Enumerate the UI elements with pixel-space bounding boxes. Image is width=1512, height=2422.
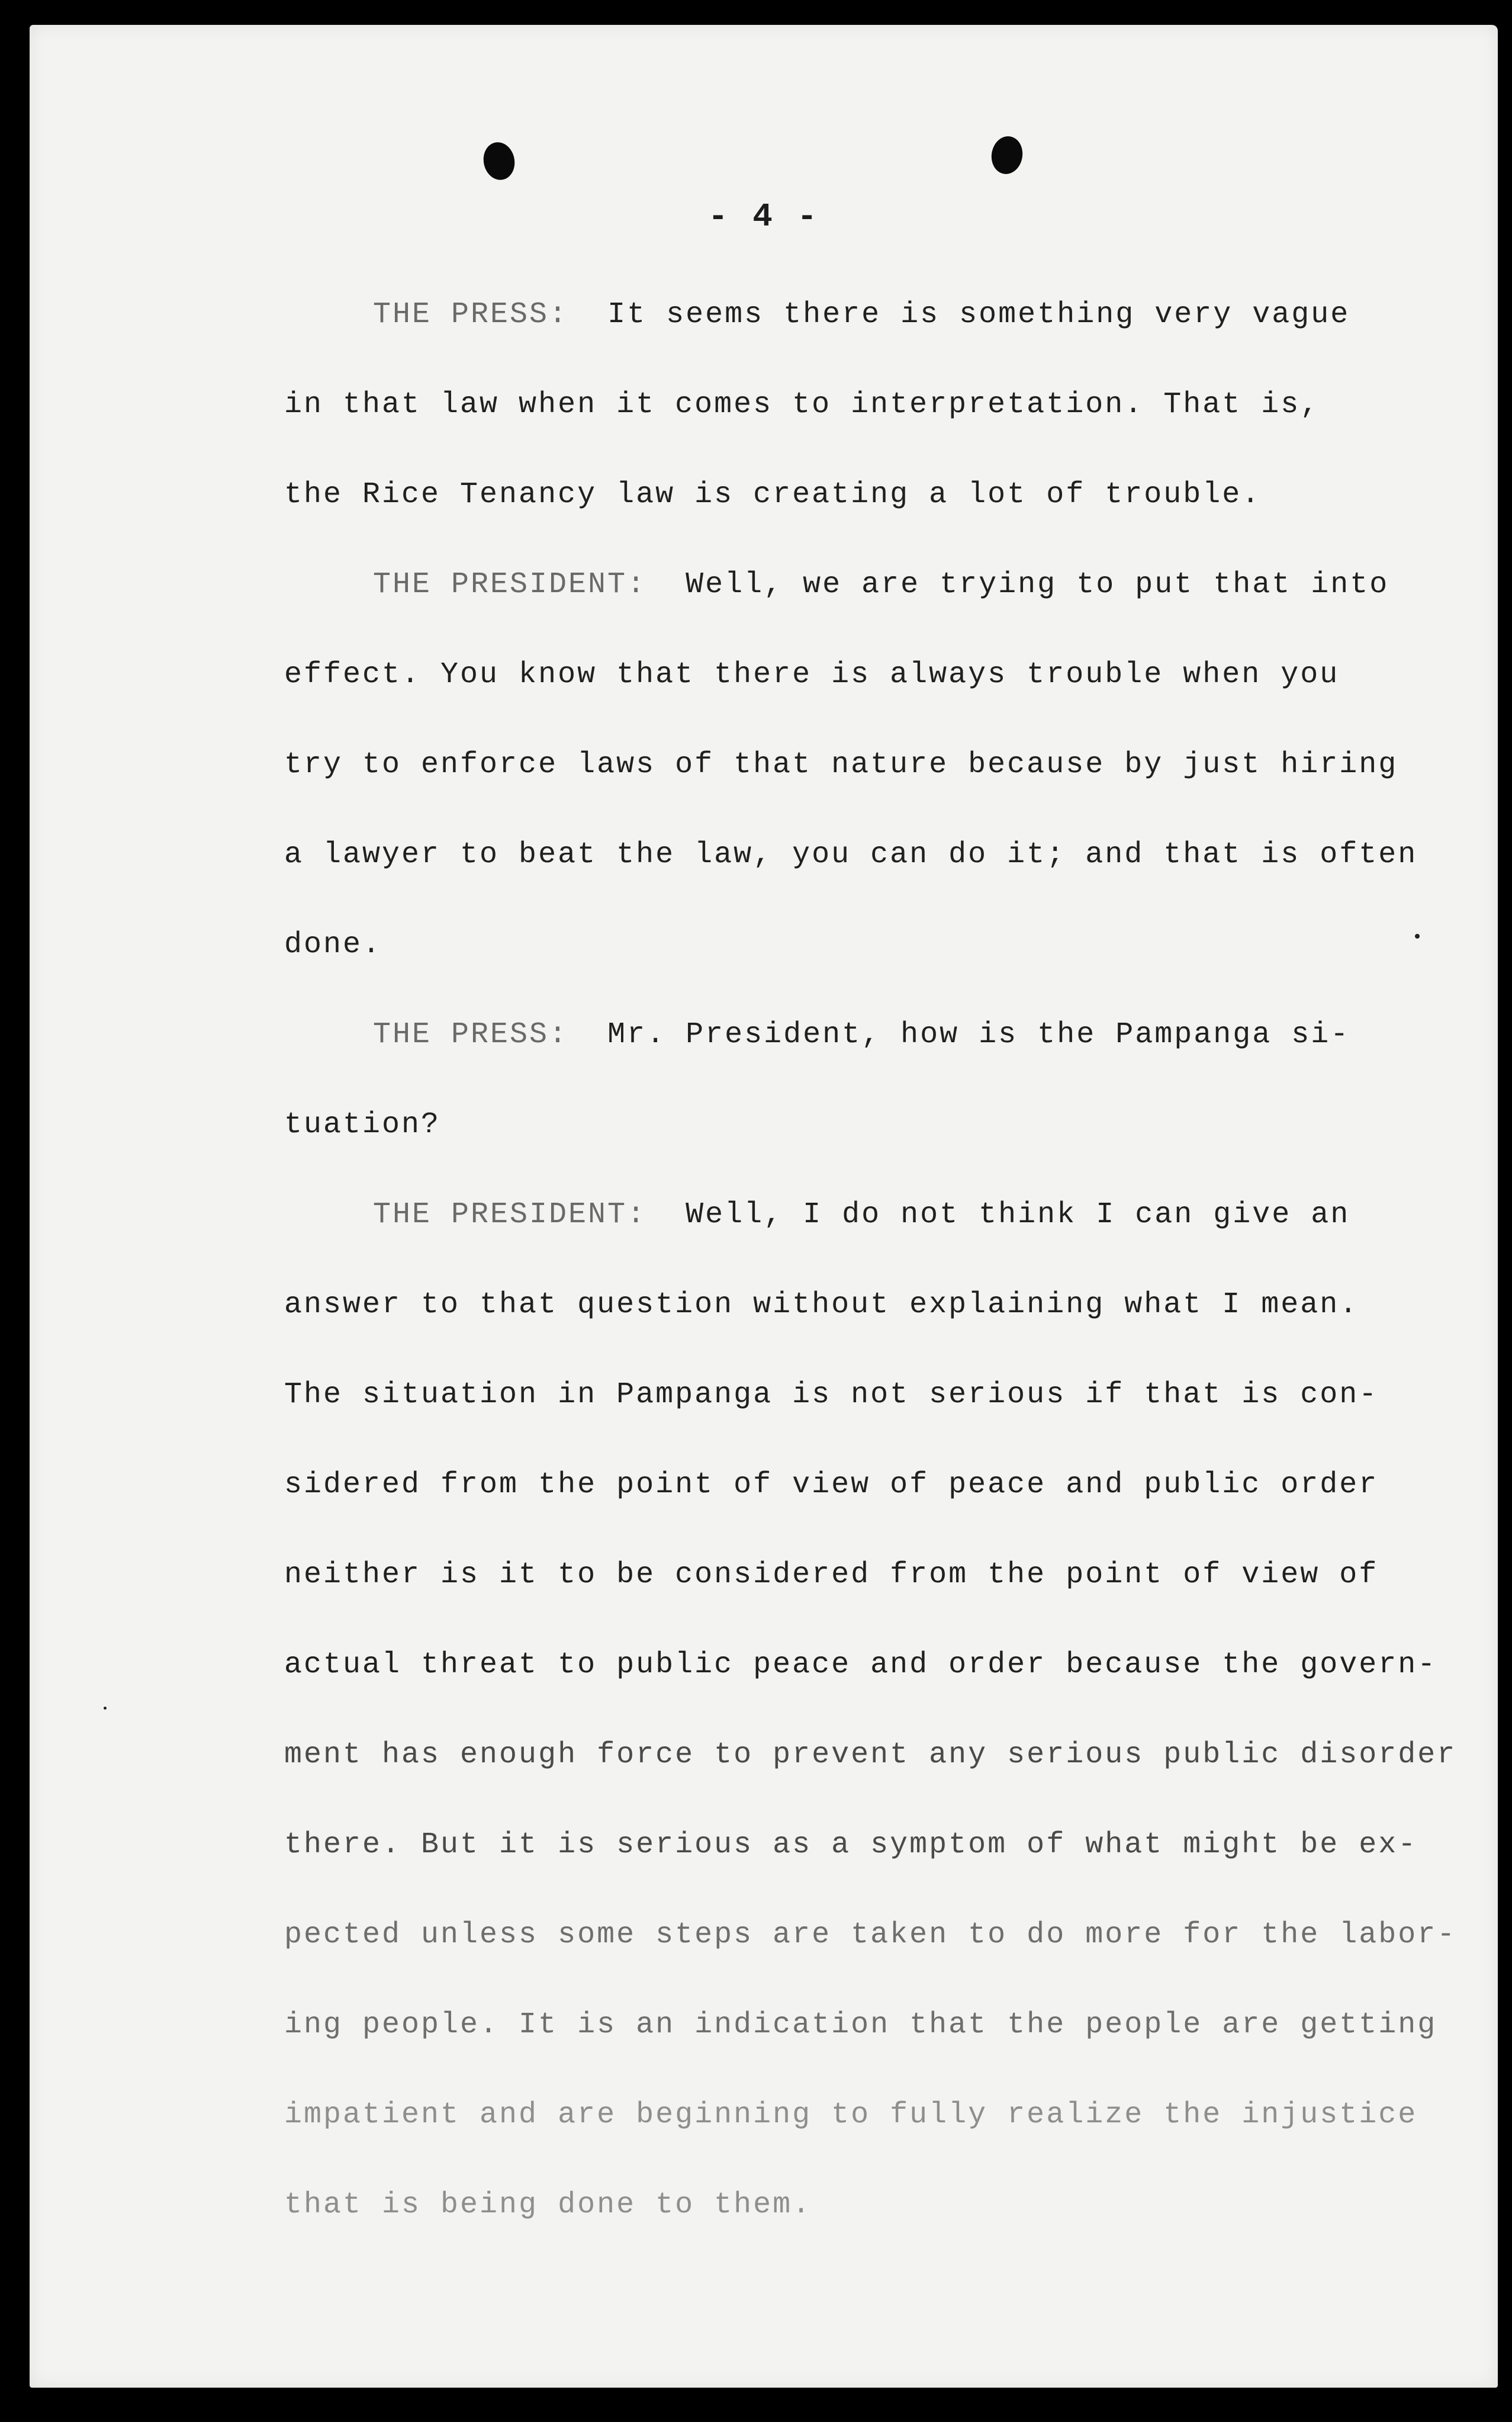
text-line	[284, 1186, 1409, 1276]
line-text: pected unless some steps are taken to do more for the labor-	[284, 1918, 1457, 1952]
punch-hole-left	[480, 139, 518, 182]
line-text: impatient and are beginning to fully realize the injustice	[284, 2098, 1418, 2132]
line-text: done.	[284, 928, 382, 962]
line-text: there. But it is serious as a symptom of what might be ex-	[284, 1828, 1418, 1862]
line-text: the Rice Tenancy law is creating a lot of trouble.	[284, 478, 1262, 512]
text-line	[284, 645, 1409, 735]
text-line	[284, 1456, 1409, 1546]
text-line	[284, 2176, 1409, 2266]
text-line	[284, 1096, 1409, 1186]
line-text: The situation in Pampanga is not serious if that is con-	[284, 1378, 1379, 1412]
text-line	[284, 1906, 1457, 1996]
text-line	[284, 555, 1409, 645]
text-line	[284, 1366, 1409, 1456]
text-line	[284, 375, 1409, 465]
paper-speck	[1415, 934, 1420, 939]
line-text: Well, we are trying to put that into	[686, 568, 1389, 602]
speaker-label: THE PRESIDENT:	[373, 568, 647, 602]
speaker-label: THE PRESIDENT:	[373, 1198, 647, 1232]
text-line	[284, 1276, 1409, 1366]
line-text: Well, I do not think I can give an	[686, 1198, 1350, 1232]
line-text: that is being done to them.	[284, 2188, 812, 2222]
text-line	[284, 1726, 1457, 1816]
line-text: Mr. President, how is the Pampanga si-	[607, 1018, 1350, 1052]
line-text: It seems there is something very vague	[607, 298, 1350, 332]
line-text: actual threat to public peace and order because the govern-	[284, 1648, 1437, 1682]
punch-hole-right	[989, 134, 1025, 176]
text-line	[284, 1636, 1437, 1726]
text-line	[284, 285, 1409, 375]
line-text: sidered from the point of view of peace and public order	[284, 1468, 1379, 1502]
text-line	[284, 825, 1418, 916]
text-line	[284, 2086, 1418, 2176]
text-line	[284, 1006, 1409, 1096]
page-number: - 4 -	[707, 198, 820, 236]
line-text: a lawyer to beat the law, you can do it; and that is often	[284, 838, 1418, 872]
text-line	[284, 735, 1409, 825]
line-text: tuation?	[284, 1108, 441, 1142]
speaker-label: THE PRESS:	[373, 1018, 569, 1052]
text-line	[284, 1816, 1418, 1906]
line-text: ment has enough force to prevent any serious public disorder	[284, 1738, 1457, 1772]
line-text: neither is it to be considered from the point of view of	[284, 1558, 1379, 1592]
transcript-body	[284, 285, 1457, 2266]
paper-speck	[104, 1707, 107, 1710]
text-line	[284, 916, 1409, 1006]
document-page	[30, 25, 1498, 2388]
speaker-label: THE PRESS:	[373, 298, 569, 332]
line-text: try to enforce laws of that nature because by just hiring	[284, 748, 1398, 782]
text-line	[284, 465, 1409, 555]
line-text: in that law when it comes to interpretation. That is,	[284, 388, 1320, 422]
text-line	[284, 1546, 1409, 1636]
text-line	[284, 1996, 1437, 2086]
line-text: effect. You know that there is always trouble when you	[284, 658, 1340, 692]
line-text: answer to that question without explaining what I mean.	[284, 1288, 1359, 1322]
line-text: ing people. It is an indication that the people are getting	[284, 2008, 1437, 2042]
